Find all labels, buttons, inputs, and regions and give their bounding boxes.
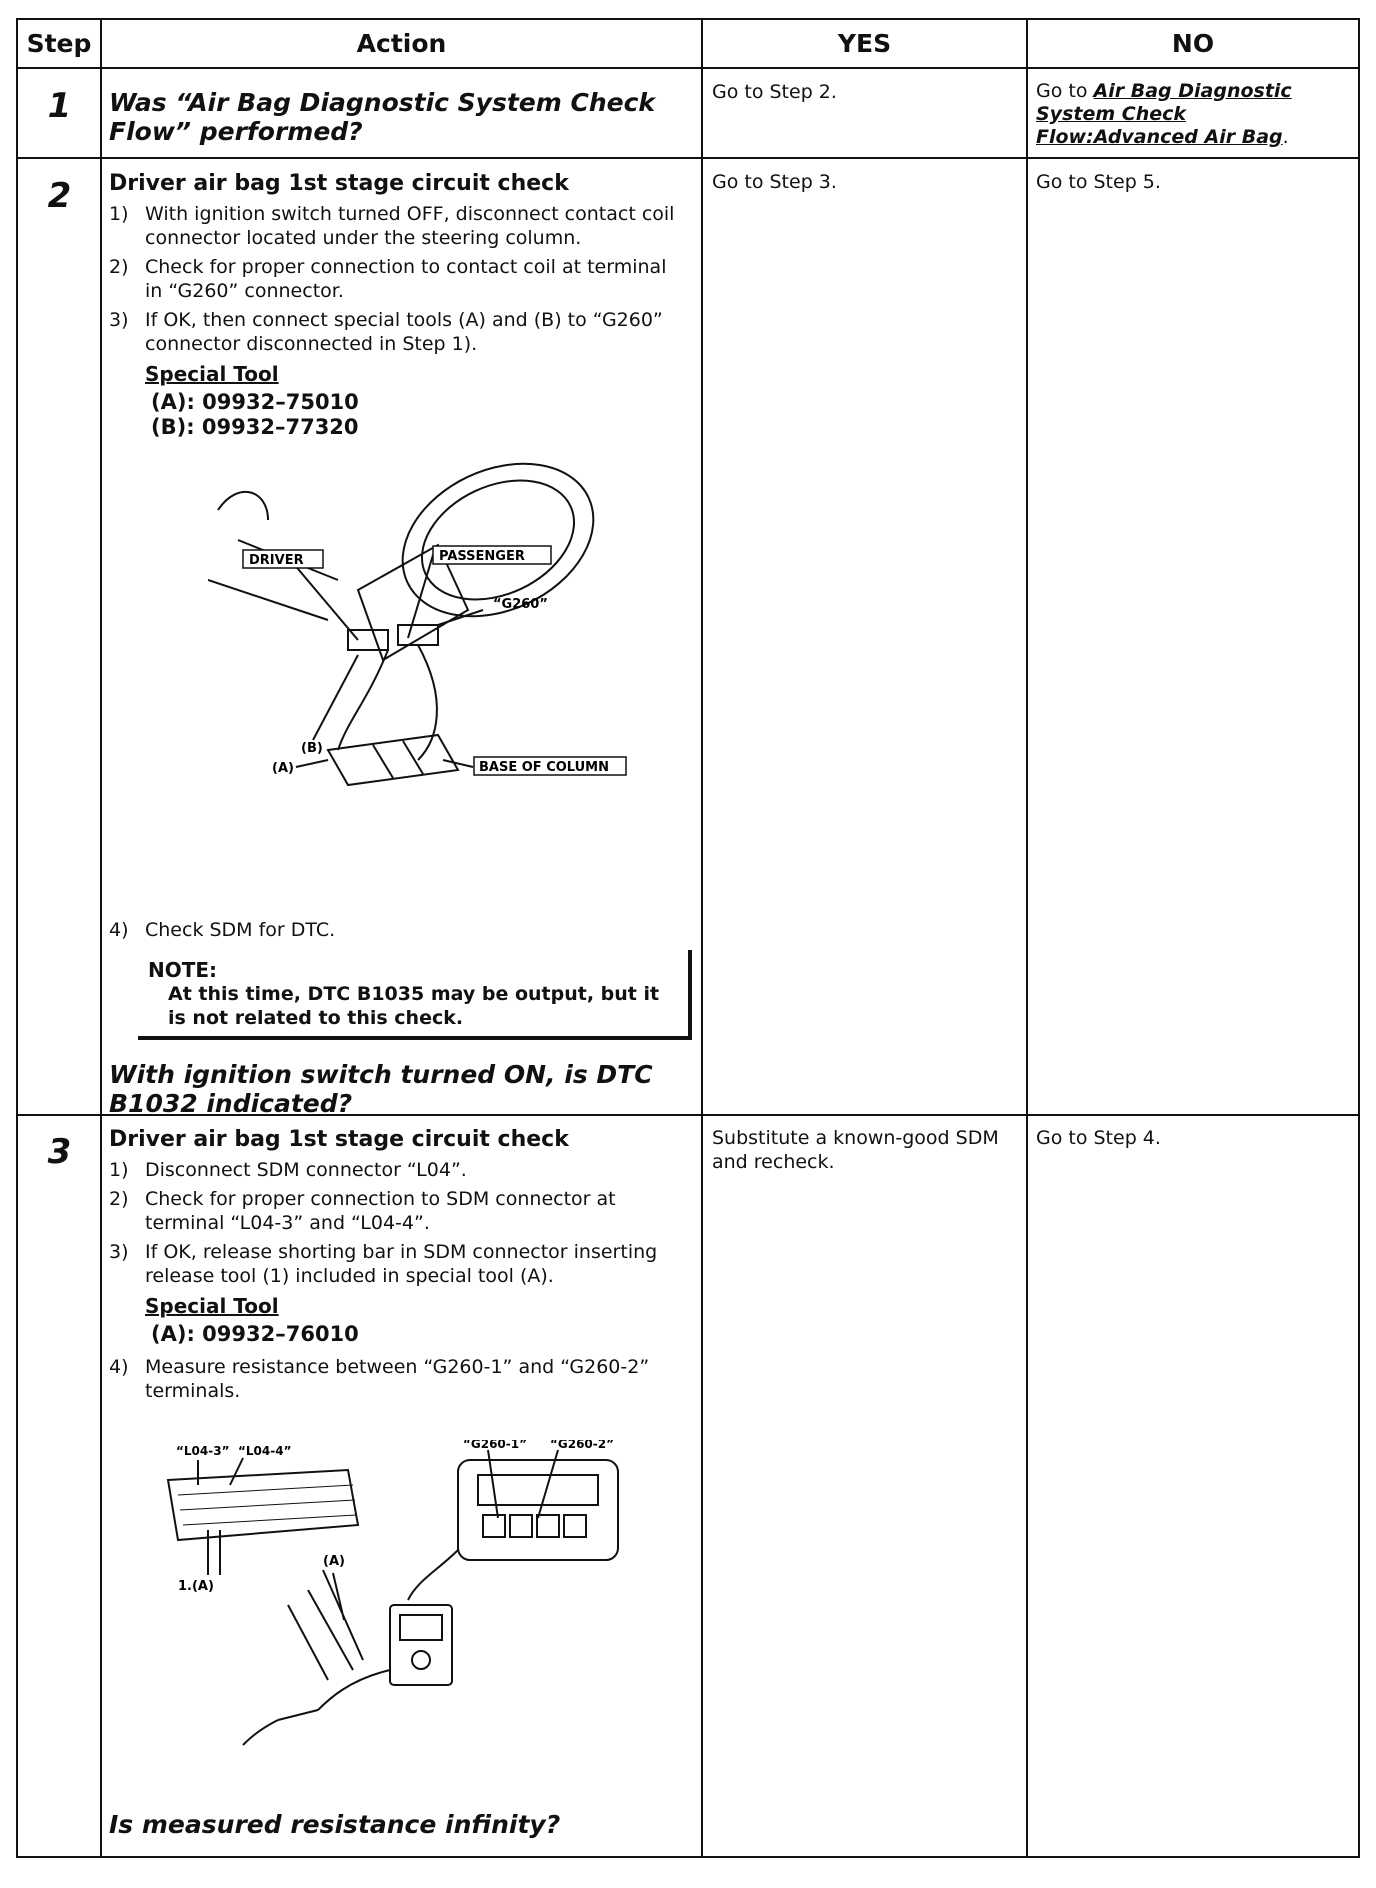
- leader-line: [313, 655, 358, 740]
- g260-pin: [483, 1515, 505, 1537]
- label-tool: 1.(A): [178, 1579, 214, 1594]
- special-tool-title: Special Tool: [145, 362, 279, 386]
- header-step: Step: [26, 29, 92, 58]
- step-2-title: Driver air bag 1st stage circuit check: [109, 171, 569, 196]
- label-b: (B): [301, 741, 323, 756]
- step-1-no: [1036, 80, 1348, 149]
- label-a: (A): [272, 761, 294, 776]
- step-2-question: With ignition switch turned ON, is DTC B1032 indicated?: [109, 1060, 653, 1118]
- leader-line: [296, 760, 328, 767]
- header-action: Action: [356, 29, 447, 58]
- air-bag-check-flow-link[interactable]: Air Bag Diagnostic System Check Flow:Advanced Air Bag: [1036, 80, 1292, 148]
- g260-pin: [564, 1515, 586, 1537]
- step-2-number: 2: [47, 176, 72, 216]
- connector-shape: [348, 630, 388, 650]
- tool-a-detail: [373, 741, 423, 778]
- step-2-action: [109, 170, 689, 440]
- leader-line: [198, 1458, 243, 1485]
- label-l04-3: “L04-3”: [176, 1444, 230, 1458]
- header-yes: YES: [837, 29, 892, 58]
- special-tool-a: (A): 09932–76010: [151, 1322, 359, 1346]
- steering-column-diagram: [208, 460, 648, 820]
- label-driver: DRIVER: [249, 553, 304, 568]
- step-1-number: 1: [47, 86, 72, 126]
- column-divider: [1026, 20, 1028, 1856]
- list-item: 2) Check for proper connection to SDM connector at terminal “L04-3” and “L04-4”.: [109, 1188, 616, 1234]
- list-item: 2) Check for proper connection to contact coil at terminal in “G260” connector.: [109, 256, 667, 302]
- list-item: 1) Disconnect SDM connector “L04”.: [109, 1159, 467, 1181]
- leader-line: [443, 760, 473, 767]
- ohmmeter-dial: [412, 1651, 430, 1669]
- step-3-no: Go to Step 4.: [1036, 1127, 1161, 1149]
- label-base-of-column: BASE OF COLUMN: [479, 760, 609, 775]
- label-passenger: PASSENGER: [439, 549, 525, 564]
- list-item: 4) Check SDM for DTC.: [109, 919, 336, 941]
- label-l04-4: “L04-4”: [238, 1444, 292, 1458]
- label-g260-2: “G260-2”: [550, 1440, 615, 1451]
- step-2-item-4: [109, 918, 689, 947]
- step-1-question: Was “Air Bag Diagnostic System Check Flow” performed?: [109, 88, 656, 146]
- list-item: 1) With ignition switch turned OFF, disconnect contact coil connector located under the steering column.: [109, 203, 675, 249]
- step-1-yes: Go to Step 2.: [712, 81, 837, 103]
- label-a: (A): [323, 1554, 345, 1569]
- probe-a: [308, 1590, 353, 1670]
- special-tool-b: (B): 09932–77320: [151, 415, 359, 439]
- header-no: NO: [1171, 29, 1215, 58]
- ohmmeter-display: [400, 1615, 442, 1640]
- note-text: At this time, DTC B1035 may be output, but it is not related to this check.: [168, 983, 660, 1029]
- step-3-action: [109, 1126, 699, 1408]
- step-1-no-prefix: Go to: [1036, 80, 1094, 102]
- step-1-no-suffix: .: [1282, 126, 1289, 148]
- step-2-yes: Go to Step 3.: [712, 171, 837, 193]
- sdm-connector-pins: [178, 1485, 356, 1525]
- g260-pin: [537, 1515, 559, 1537]
- connector-shape: [398, 625, 438, 645]
- leader-line: [323, 1570, 363, 1660]
- wire-b: [338, 650, 388, 750]
- probe-lead: [243, 1670, 390, 1745]
- row-divider: [18, 67, 1358, 69]
- label-g260-1: “G260-1”: [463, 1440, 528, 1451]
- special-tool-title: Special Tool: [145, 1294, 279, 1318]
- step-2-no: Go to Step 5.: [1036, 171, 1161, 193]
- column-divider: [100, 20, 102, 1856]
- column-divider: [701, 20, 703, 1856]
- note-title: NOTE:: [148, 958, 218, 982]
- row-divider: [18, 157, 1358, 159]
- label-g260: “G260”: [493, 597, 548, 612]
- step-3-number: 3: [47, 1132, 72, 1172]
- g260-wire: [408, 1550, 458, 1600]
- list-item: 3) If OK, then connect special tools (A) and (B) to “G260” connector disconnected in Step 1).: [109, 309, 663, 355]
- list-item: 3) If OK, release shorting bar in SDM connector inserting release tool (1) included in special tool (A).: [109, 1241, 658, 1287]
- diagnostic-table: [16, 18, 1360, 1858]
- step-3-question: Is measured resistance infinity?: [109, 1810, 561, 1839]
- list-item: 4) Measure resistance between “G260-1” and “G260-2” terminals.: [109, 1356, 650, 1402]
- wire-a: [418, 645, 437, 760]
- g260-pin: [510, 1515, 532, 1537]
- step-3-title: Driver air bag 1st stage circuit check: [109, 1127, 569, 1152]
- note-box: [138, 950, 692, 1040]
- special-tool-a: (A): 09932–75010: [151, 390, 359, 414]
- step-3-yes: Substitute a known-good SDM and recheck.: [712, 1127, 999, 1173]
- resistance-measurement-diagram: [158, 1440, 678, 1780]
